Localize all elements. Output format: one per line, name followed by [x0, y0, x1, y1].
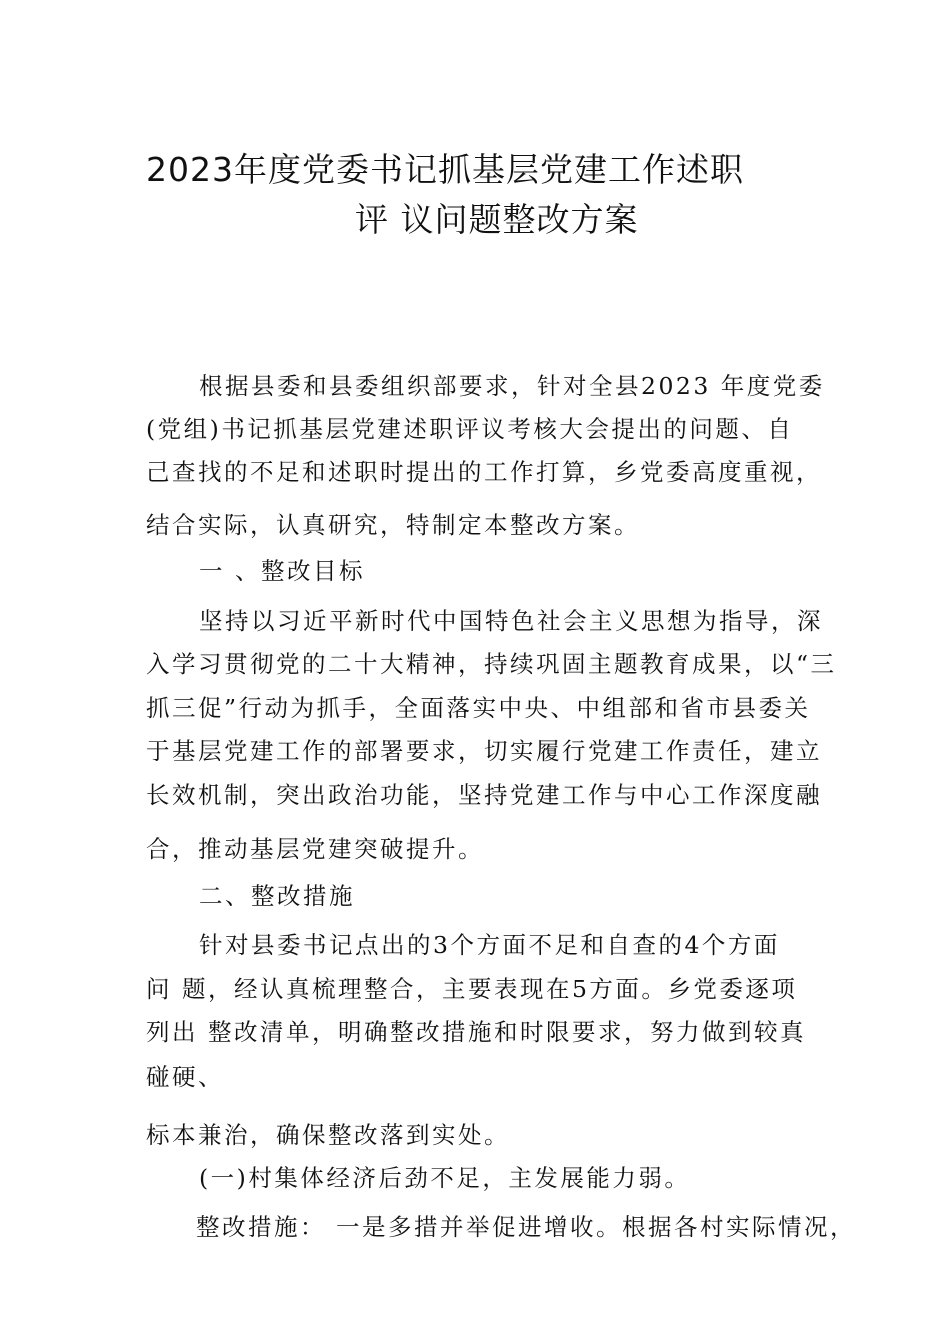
paragraph-line: 入学习贯彻党的二十大精神，持续巩固主题教育成果，以“三: [146, 650, 837, 678]
paragraph-line: 根据县委和县委组织部要求，针对全县2023 年度党委: [199, 372, 825, 400]
section-heading: 一 、整改目标: [199, 557, 365, 585]
document-title-line-1: 2023年度党委书记抓基层党建工作述职: [146, 150, 744, 189]
paragraph-line: 长效机制，突出政治功能，坚持党建工作与中心工作深度融: [146, 781, 822, 809]
paragraph-line: 整改措施： 一是多措并举促进增收。根据各村实际情况，: [196, 1213, 856, 1241]
section-heading: 二、整改措施: [199, 882, 355, 910]
paragraph-line: 结合实际，认真研究，特制定本整改方案。: [146, 511, 640, 539]
paragraph-line: 于基层党建工作的部署要求，切实履行党建工作责任，建立: [146, 737, 822, 765]
paragraph-line: 坚持以习近平新时代中国特色社会主义思想为指导，深: [199, 607, 823, 635]
paragraph-line: (党组)书记抓基层党建述职评议考核大会提出的问题、自: [146, 415, 794, 443]
subsection-heading: (一)村集体经济后劲不足，主发展能力弱。: [199, 1164, 691, 1192]
paragraph-line: 合，推动基层党建突破提升。: [146, 835, 484, 863]
paragraph-line: 针对县委书记点出的3个方面不足和自查的4个方面: [199, 931, 780, 959]
paragraph-line: 问 题，经认真梳理整合，主要表现在5方面。乡党委逐项: [146, 975, 798, 1003]
paragraph-line: 抓三促”行动为抓手，全面落实中央、中组部和省市县委关: [146, 694, 811, 722]
paragraph-line: 碰硬、: [146, 1063, 224, 1091]
document-title-line-2: 评 议问题整改方案: [355, 200, 639, 239]
paragraph-line: 己查找的不足和述职时提出的工作打算，乡党委高度重视，: [146, 458, 822, 486]
paragraph-line: 标本兼治，确保整改落到实处。: [146, 1121, 510, 1149]
paragraph-line: 列出 整改清单，明确整改措施和时限要求，努力做到较真: [146, 1018, 806, 1046]
